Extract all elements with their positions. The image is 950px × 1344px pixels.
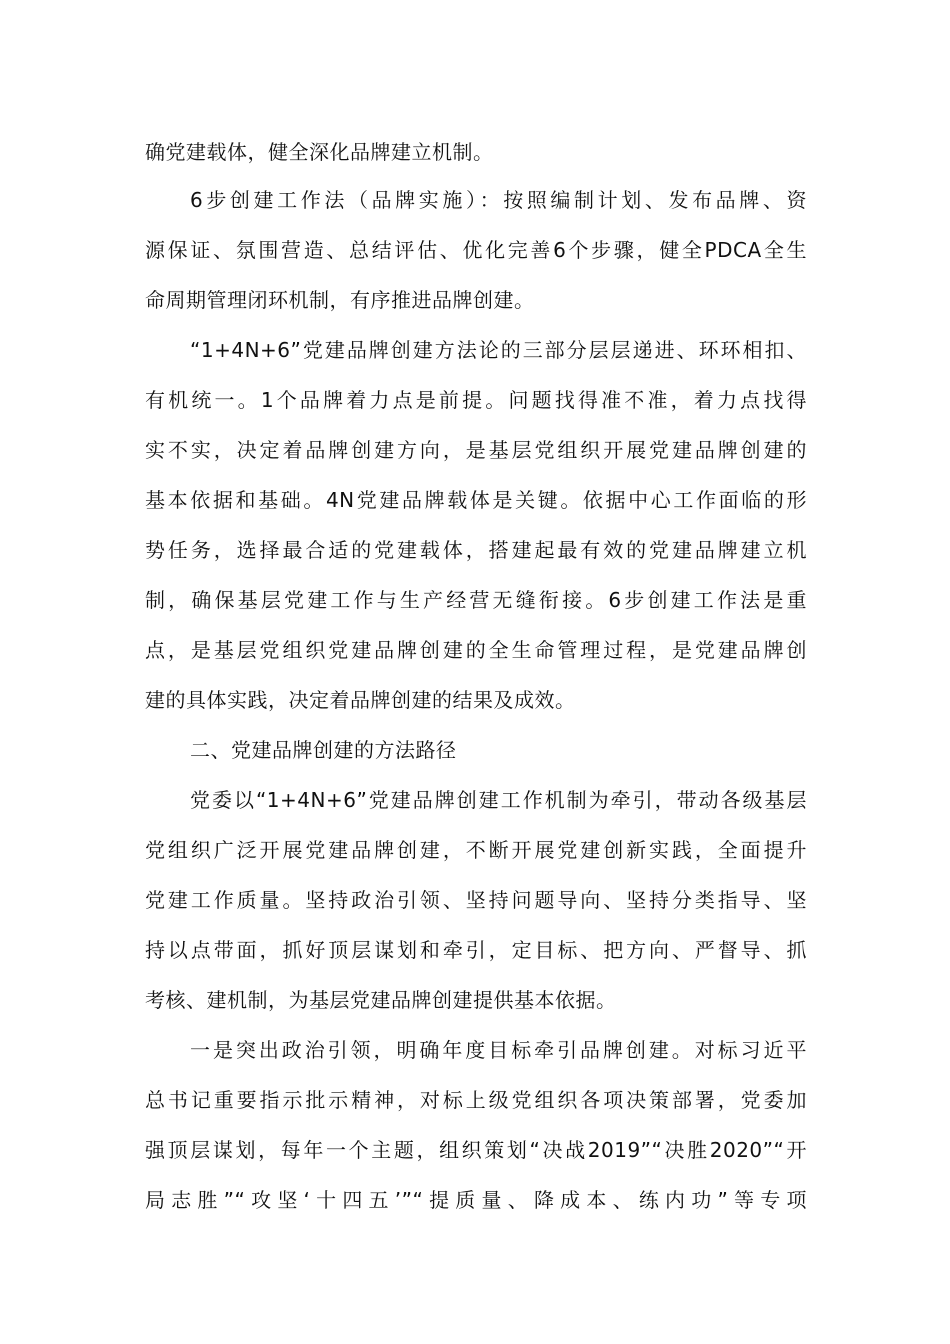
text-line: 点，是基层党组织党建品牌创建的全生命管理过程，是党建品牌创 [145,638,807,662]
text-line: 持以点带面，抓好顶层谋划和牵引，定目标、把方向、严督导、抓 [145,938,807,962]
text-line: 实不实，决定着品牌创建方向，是基层党组织开展党建品牌创建的 [145,438,807,462]
text-line: 建的具体实践，决定着品牌创建的结果及成效。 [145,688,576,712]
text-line: 党组织广泛开展党建品牌创建，不断开展党建创新实践，全面提升 [145,838,807,862]
text-line: 基本依据和基础。4N党建品牌载体是关键。依据中心工作面临的形 [145,488,807,512]
text-line: 势任务，选择最合适的党建载体，搭建起最有效的党建品牌建立机 [145,538,807,562]
text-line: 制，确保基层党建工作与生产经营无缝衔接。6步创建工作法是重 [145,588,807,612]
text-line: 确党建载体，健全深化品牌建立机制。 [145,140,494,164]
section-heading: 二、党建品牌创建的方法路径 [190,738,457,762]
text-line: 有机统一。1个品牌着力点是前提。问题找得准不准，着力点找得 [145,388,807,412]
text-line: 强顶层谋划，每年一个主题，组织策划“决战2019”“决胜2020”“开 [145,1138,807,1162]
text-line: 总书记重要指示批示精神，对标上级党组织各项决策部署，党委加 [145,1088,807,1112]
text-line: 一是突出政治引领，明确年度目标牵引品牌创建。对标习近平 [190,1038,807,1062]
text-line: 6步创建工作法（品牌实施）：按照编制计划、发布品牌、资 [190,188,807,212]
text-line: 源保证、氛围营造、总结评估、优化完善6个步骤，健全PDCA全生 [145,238,807,262]
text-line: 局志胜”“攻坚‘十四五’”“提质量、降成本、练内功”等专项 [145,1188,807,1212]
text-line: 党建工作质量。坚持政治引领、坚持问题导向、坚持分类指导、坚 [145,888,807,912]
text-line: 考核、建机制，为基层党建品牌创建提供基本依据。 [145,988,617,1012]
text-line: 党委以“1+4N+6”党建品牌创建工作机制为牵引，带动各级基层 [190,788,807,812]
text-line: “1+4N+6”党建品牌创建方法论的三部分层层递进、环环相扣、 [190,338,807,362]
text-line: 命周期管理闭环机制，有序推进品牌创建。 [145,288,535,312]
